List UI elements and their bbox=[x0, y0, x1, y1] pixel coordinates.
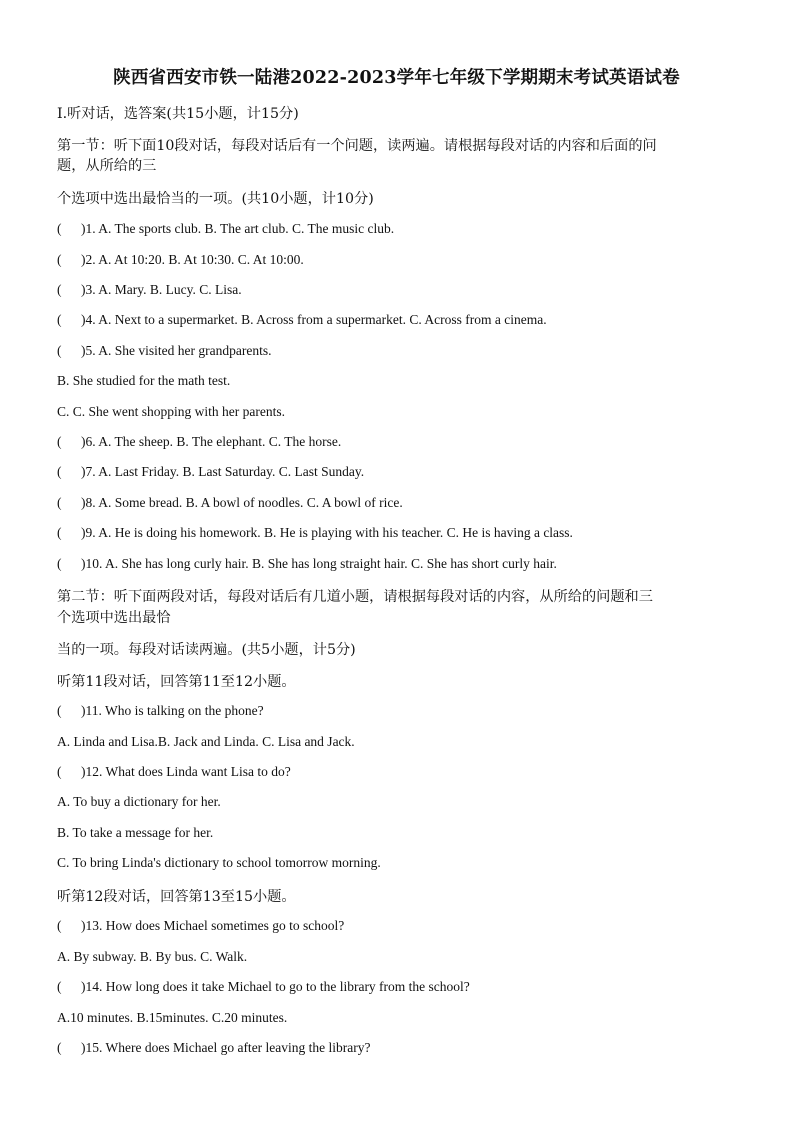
question-text: )2. A. At 10:20. B. At 10:30. C. At 10:00. bbox=[81, 252, 304, 267]
question-text: )15. Where does Michael go after leaving the library? bbox=[81, 1040, 371, 1055]
question-line bbox=[57, 556, 747, 572]
part2-instruction-line2: 个选项中选出最恰 bbox=[57, 610, 171, 626]
part2-instruction-line3: 当的一项。每段对话读两遍。(共5小题，计5分) bbox=[57, 642, 356, 658]
question-line bbox=[57, 464, 747, 480]
part1-instruction-line2: 题，从所给的三 bbox=[57, 158, 157, 174]
answer-bracket: ( bbox=[57, 282, 62, 297]
question-line bbox=[57, 979, 747, 995]
answer-bracket: ( bbox=[57, 343, 62, 358]
question-line bbox=[57, 495, 747, 511]
question-text: )1. A. The sports club. B. The art club. C. The music club. bbox=[81, 221, 395, 236]
option-line: C. To bring Linda's dictionary to school tomorrow morning. bbox=[57, 855, 381, 870]
question-text: )13. How does Michael sometimes go to school? bbox=[81, 918, 345, 933]
question-text: )10. A. She has long curly hair. B. She has long straight hair. C. She has short curly hair. bbox=[81, 556, 557, 571]
option-line: A. Linda and Lisa.B. Jack and Linda. C. Lisa and Jack. bbox=[57, 734, 355, 749]
question-line bbox=[57, 312, 747, 328]
answer-bracket: ( bbox=[57, 464, 62, 479]
part2-instruction-line1: 第二节：听下面两段对话，每段对话后有几道小题，请根据每段对话的内容，从所给的问题和三 bbox=[57, 589, 653, 605]
question-line bbox=[57, 252, 747, 268]
question-line bbox=[57, 703, 747, 719]
question-text: )4. A. Next to a supermarket. B. Across from a supermarket. C. Across from a cinema. bbox=[81, 312, 547, 327]
answer-bracket: ( bbox=[57, 525, 62, 540]
dialog12-heading: 听第12段对话，回答第13至15小题。 bbox=[57, 889, 296, 905]
option-line: A.10 minutes. B.15minutes. C.20 minutes. bbox=[57, 1010, 288, 1025]
answer-bracket: ( bbox=[57, 556, 62, 571]
answer-bracket: ( bbox=[57, 1040, 62, 1055]
question-line bbox=[57, 221, 747, 237]
question-line bbox=[57, 1040, 747, 1056]
option-line: B. To take a message for her. bbox=[57, 825, 214, 840]
question-text: )5. A. She visited her grandparents. bbox=[81, 343, 272, 358]
answer-bracket: ( bbox=[57, 979, 62, 994]
exam-title: 陕西省西安市铁一陆港2022-2023学年七年级下学期期末考试英语试卷 bbox=[113, 68, 680, 88]
question-line bbox=[57, 434, 747, 450]
option-line: A. To buy a dictionary for her. bbox=[57, 794, 221, 809]
option-line: A. By subway. B. By bus. C. Walk. bbox=[57, 949, 248, 964]
part1-instruction-line3: 个选项中选出最恰当的一项。(共10小题，计10分) bbox=[57, 191, 374, 207]
question-line bbox=[57, 918, 747, 934]
option-line: B. She studied for the math test. bbox=[57, 373, 231, 388]
question-text: )14. How long does it take Michael to go to the library from the school? bbox=[81, 979, 470, 994]
answer-bracket: ( bbox=[57, 434, 62, 449]
question-text: )7. A. Last Friday. B. Last Saturday. C. Last Sunday. bbox=[81, 464, 365, 479]
question-line bbox=[57, 282, 747, 298]
option-line: C. C. She went shopping with her parents. bbox=[57, 404, 285, 419]
question-text: )11. Who is talking on the phone? bbox=[81, 703, 264, 718]
section-heading: I.听对话，选答案(共15小题，计15分) bbox=[57, 106, 299, 122]
question-text: )12. What does Linda want Lisa to do? bbox=[81, 764, 291, 779]
answer-bracket: ( bbox=[57, 918, 62, 933]
answer-bracket: ( bbox=[57, 764, 62, 779]
question-line bbox=[57, 343, 747, 359]
answer-bracket: ( bbox=[57, 221, 62, 236]
question-text: )6. A. The sheep. B. The elephant. C. The horse. bbox=[81, 434, 342, 449]
answer-bracket: ( bbox=[57, 252, 62, 267]
part1-instruction-line1: 第一节：听下面10段对话，每段对话后有一个问题，读两遍。请根据每段对话的内容和后面的问 bbox=[57, 138, 657, 154]
answer-bracket: ( bbox=[57, 703, 62, 718]
question-text: )9. A. He is doing his homework. B. He is playing with his teacher. C. He is having a class. bbox=[81, 525, 573, 540]
question-text: )3. A. Mary. B. Lucy. C. Lisa. bbox=[81, 282, 242, 297]
question-line bbox=[57, 525, 747, 541]
question-line bbox=[57, 764, 747, 780]
dialog11-heading: 听第11段对话，回答第11至12小题。 bbox=[57, 674, 296, 690]
answer-bracket: ( bbox=[57, 312, 62, 327]
question-text: )8. A. Some bread. B. A bowl of noodles. C. A bowl of rice. bbox=[81, 495, 403, 510]
answer-bracket: ( bbox=[57, 495, 62, 510]
